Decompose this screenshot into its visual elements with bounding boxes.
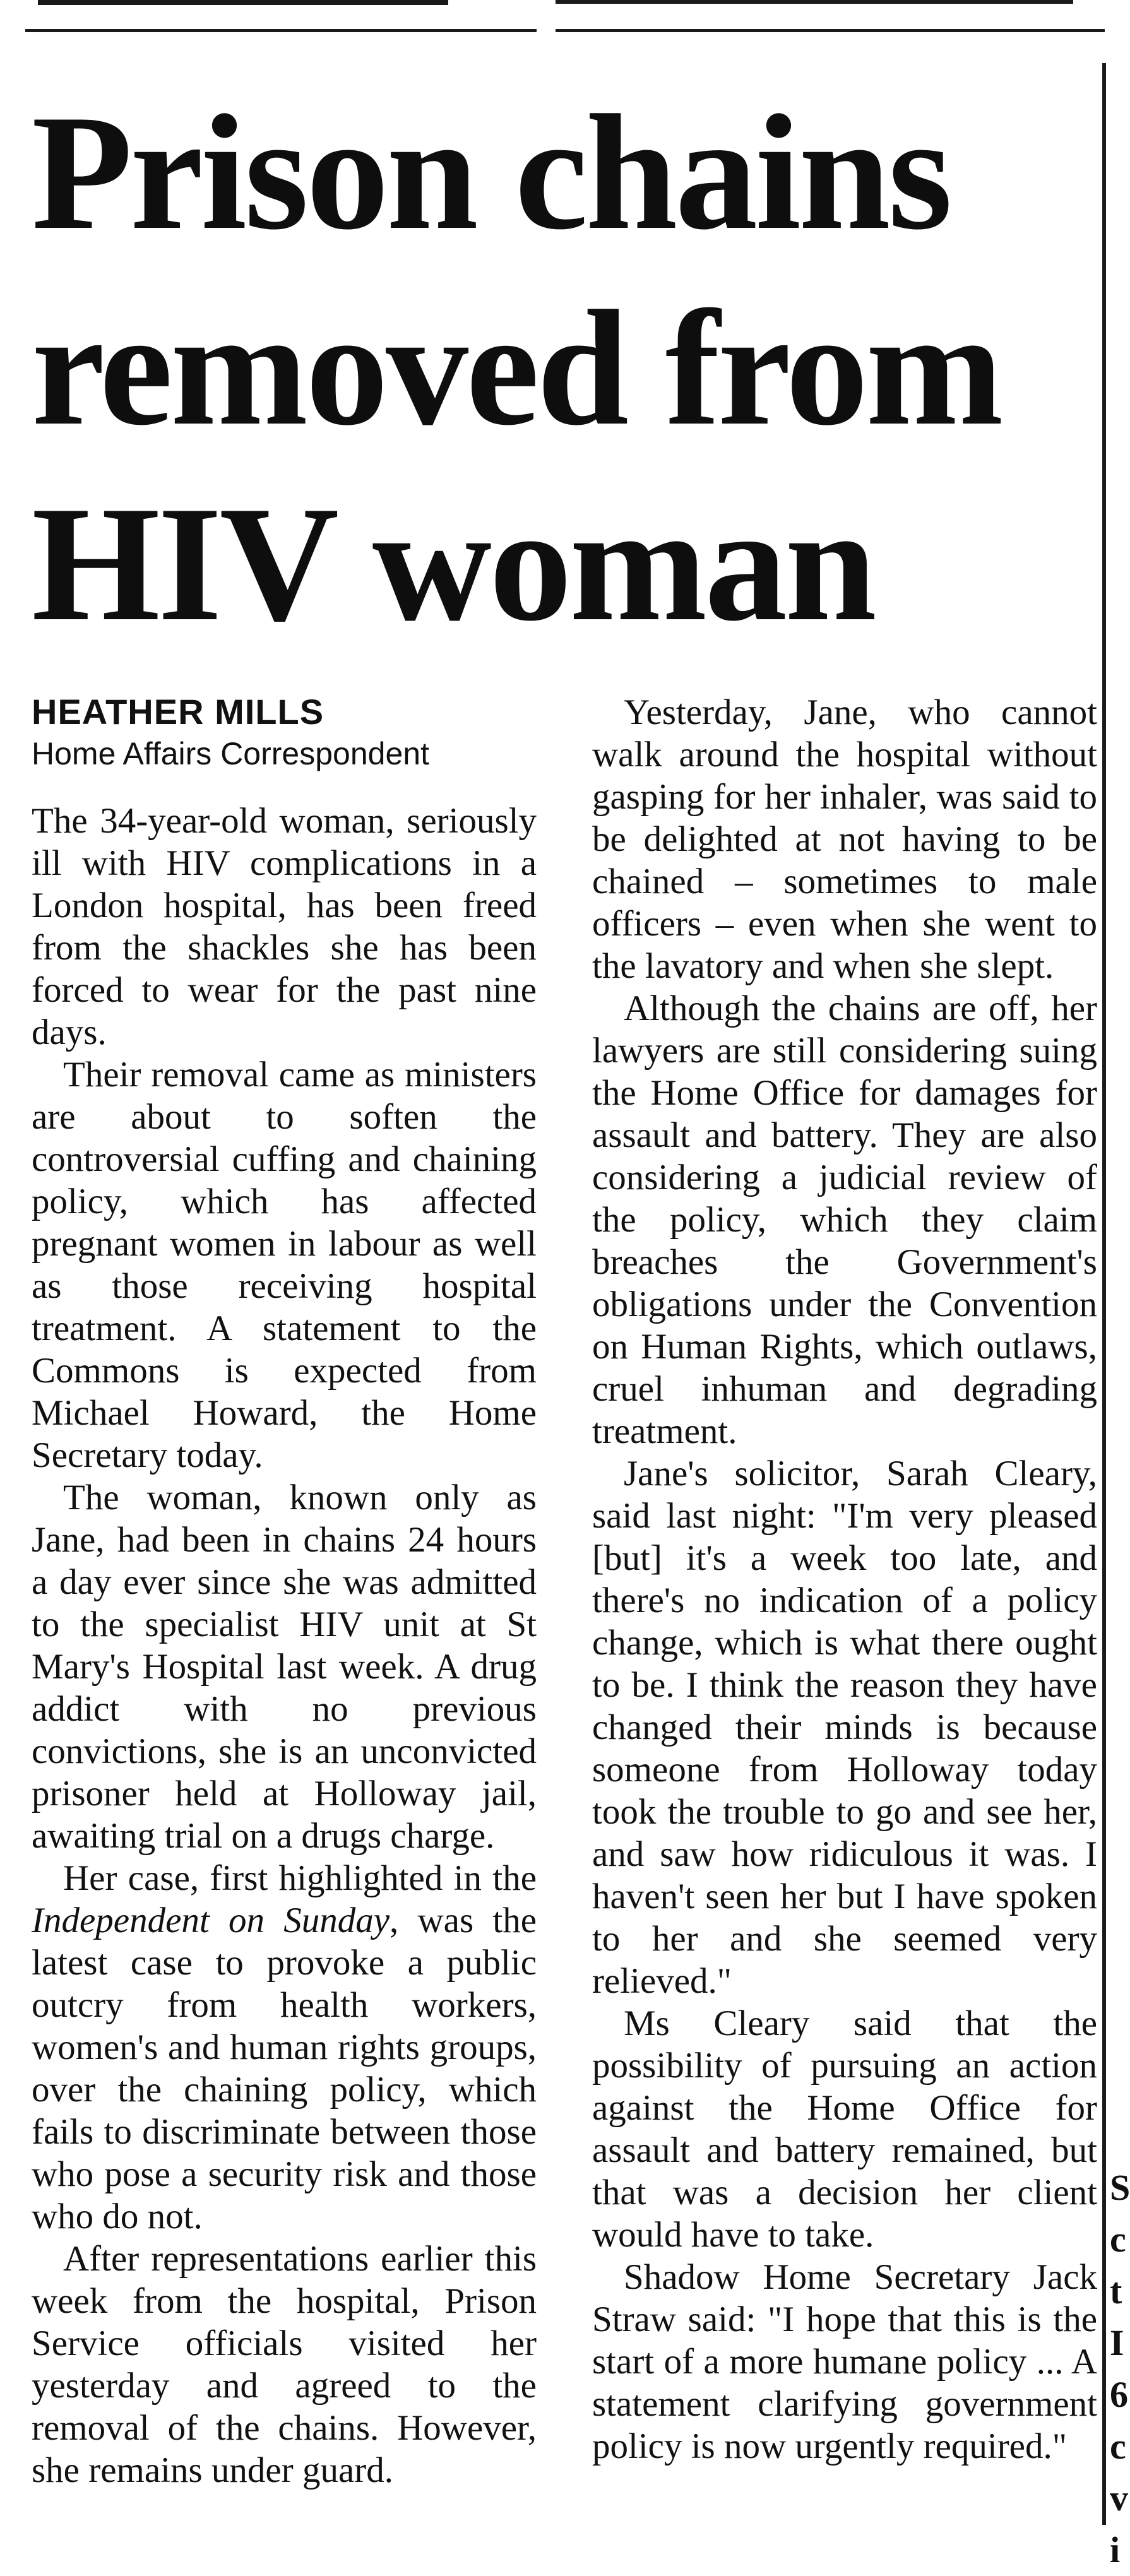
fragment-letter: t <box>1110 2270 1122 2312</box>
article-paragraph: Shadow Home Secretary Jack Straw said: "I hope that this is the start of a more humane policy ... A statement clarifying government policy is now urgently required." <box>592 2257 1097 2466</box>
article-paragraph: The woman, known only as Jane, had been in chains 24 hours a day ever since she was admitted to the specialist HIV unit at St Mary's Hospital last week. A drug addict with no previous convictions, she is an unconvicted prisoner held at Holloway jail, awaiting trial on a drugs charge. <box>32 1478 537 1856</box>
article-paragraph: Although the chains are off, her lawyers are still considering suing the Home Office for damages for assault and battery. They are also considering a judicial review of the policy, which they claim breaches the Government's obligations under the Convention on Human Rights, which outlaws, cruel inhuman and degrading treatment. <box>592 988 1097 1451</box>
fragment-letter: c <box>1110 2426 1126 2467</box>
headline-line: Prison chains <box>32 81 950 264</box>
article-column-right <box>592 691 1097 2467</box>
adjacent-article-fragment <box>1110 2162 1130 2576</box>
top-rule <box>25 29 1105 32</box>
article-paragraph: Jane's solicitor, Sarah Cleary, said last night: "I'm very pleased [but] it's a week too late, and there's no indication of a policy change, which is what there ought to be. I think the reason they have changed their minds is because someone from Holloway today took the trouble to go and see her, and saw how ridiculous it was. I haven't seen her but I have spoken to her and she seemed very relieved." <box>592 1454 1097 2001</box>
byline-title: Home Affairs Correspondent <box>32 736 429 771</box>
top-rule-gap <box>537 23 556 42</box>
fragment-letter: i <box>1110 2529 1121 2570</box>
fragment-letter: I <box>1110 2322 1124 2363</box>
paragraph-text: , was the latest case to provoke a public outcry from health workers, women's and human rights groups, over the chaining policy, which fails to discriminate between those who pose a security risk and those who do not. <box>32 1901 537 2236</box>
headline <box>32 74 1105 662</box>
fragment-letter: c <box>1110 2219 1126 2260</box>
fragment-letter: S <box>1110 2167 1130 2208</box>
fragment-letter: 6 <box>1110 2374 1128 2415</box>
byline-name: HEATHER MILLS <box>32 692 324 732</box>
article-paragraph: Their removal came as ministers are about to soften the controversial cuffing and chaining policy, which has affected pregnant women in labour as well as those receiving hospital treatment. A statement to the Commons is expected from Michael Howard, the Home Secretary today. <box>32 1055 537 1475</box>
article-paragraph: Ms Cleary said that the possibility of pursuing an action against the Home Office for assault and battery remained, but that was a decision her client would have to take. <box>592 2003 1097 2255</box>
top-text-fragment <box>38 0 448 5</box>
paragraph-text: Her case, first highlighted in the <box>63 1858 537 1898</box>
article-paragraph: The 34-year-old woman, seriously ill with HIV complications in a London hospital, has been freed from the shackles she has been forced to wear for the past nine days. <box>32 801 537 1052</box>
headline-line: removed from <box>32 276 1001 460</box>
article-column-left <box>32 691 537 2491</box>
article-paragraph: Yesterday, Jane, who cannot walk around the hospital without gasping for her inhaler, was said to be delighted at not having to be chained – sometimes to male officers – even when she went to the lavatory and when she slept. <box>592 692 1097 986</box>
article-paragraph <box>32 1857 537 2238</box>
article-paragraph: After representations earlier this week from the hospital, Prison Service officials visited her yesterday and agreed to the removal of the chains. However, she remains under guard. <box>32 2239 537 2490</box>
publication-name: Independent on Sunday <box>32 1901 390 1940</box>
fragment-letter: v <box>1110 2478 1128 2519</box>
headline-line: HIV woman <box>32 472 874 655</box>
top-text-fragment <box>556 0 1073 4</box>
